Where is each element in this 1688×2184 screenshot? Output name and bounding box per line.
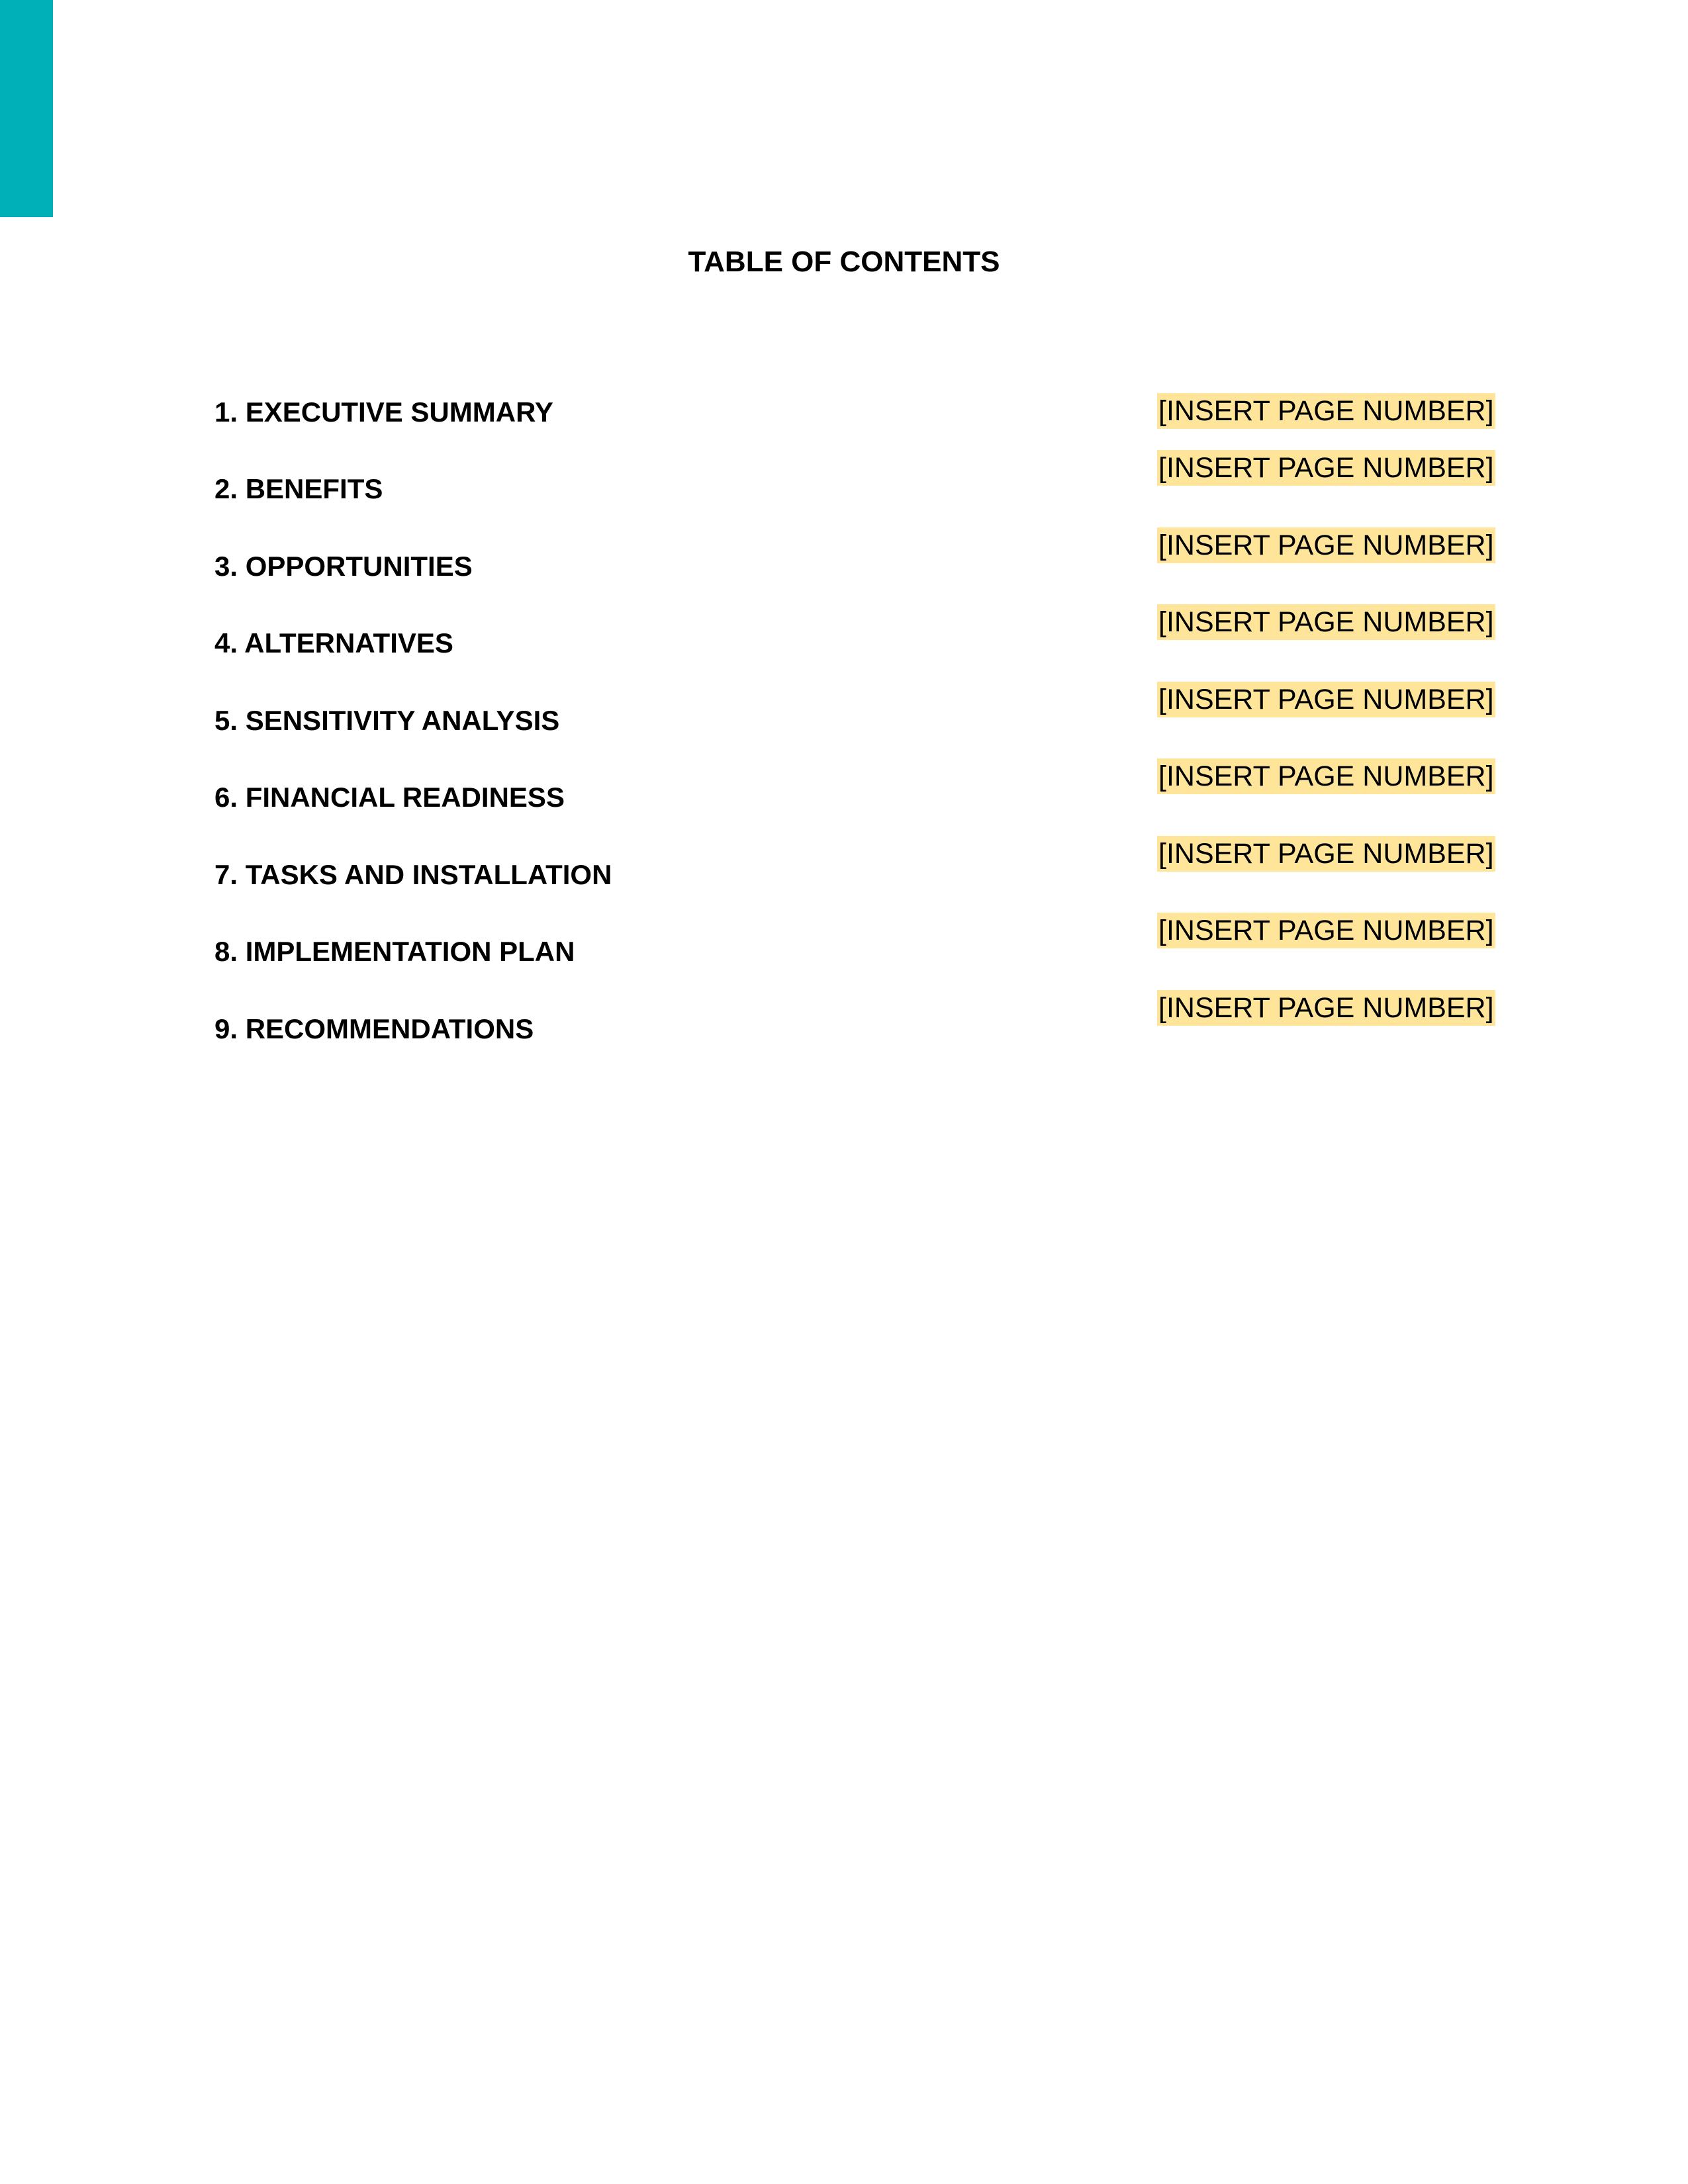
toc-page-number: [INSERT PAGE NUMBER]: [1157, 836, 1495, 872]
toc-entry-label: 1. EXECUTIVE SUMMARY: [214, 396, 553, 428]
toc-entry-label: 3. OPPORTUNITIES: [214, 551, 473, 582]
toc-page-number: [INSERT PAGE NUMBER]: [1157, 450, 1495, 486]
toc-entry-label: 5. SENSITIVITY ANALYSIS: [214, 705, 560, 736]
toc-entry-label: 4. ALTERNATIVES: [214, 627, 453, 659]
toc-entry-label: 9. RECOMMENDATIONS: [214, 1013, 534, 1044]
toc-page-number: [INSERT PAGE NUMBER]: [1157, 682, 1495, 717]
toc-entry-label: 8. IMPLEMENTATION PLAN: [214, 936, 575, 967]
toc-page-number: [INSERT PAGE NUMBER]: [1157, 913, 1495, 948]
toc-page-number: [INSERT PAGE NUMBER]: [1157, 990, 1495, 1026]
toc-page-number: [INSERT PAGE NUMBER]: [1157, 393, 1495, 429]
toc-page-number: [INSERT PAGE NUMBER]: [1157, 527, 1495, 563]
page-title: TABLE OF CONTENTS: [688, 246, 1000, 278]
toc-entry-label: 7. TASKS AND INSTALLATION: [214, 859, 612, 890]
toc-entry-label: 2. BENEFITS: [214, 473, 383, 504]
toc-page-number: [INSERT PAGE NUMBER]: [1157, 758, 1495, 794]
toc-entry-label: 6. FINANCIAL READINESS: [214, 782, 565, 813]
toc-page-number: [INSERT PAGE NUMBER]: [1157, 604, 1495, 640]
